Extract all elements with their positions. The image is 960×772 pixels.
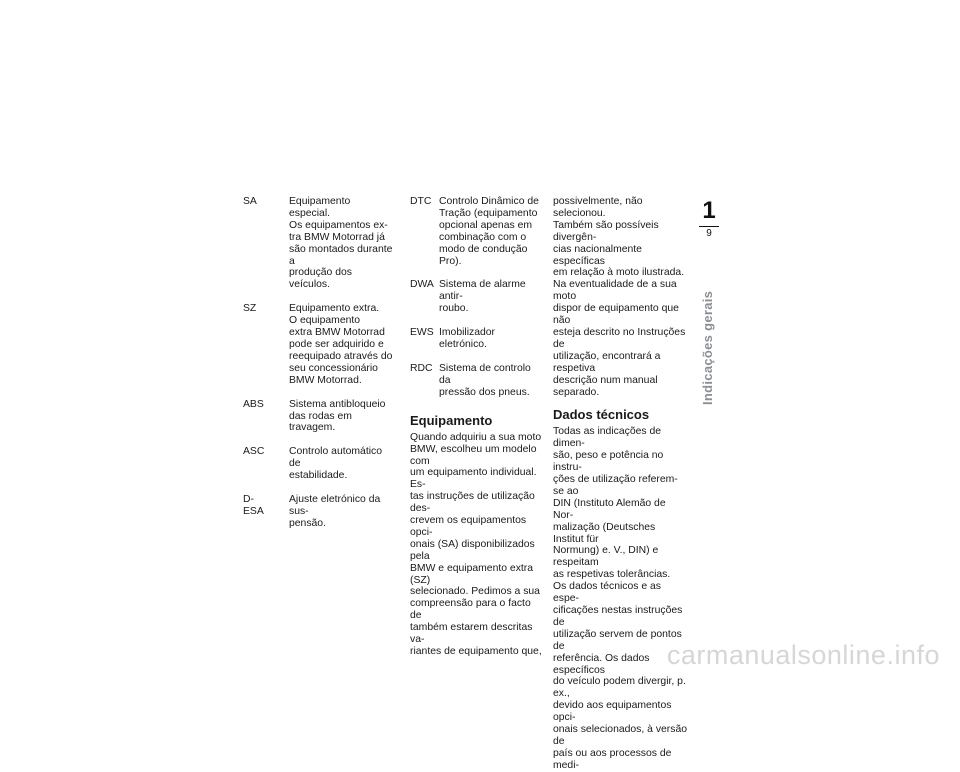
definition-line: BMW Motorrad. — [289, 374, 362, 386]
definition-line: roubo. — [439, 303, 469, 315]
definition-line: Controlo Dinâmico de — [439, 196, 539, 207]
abbreviation-definition — [439, 279, 545, 315]
text-column-right — [553, 196, 688, 772]
paragraph — [553, 196, 688, 398]
abbreviation-term: DWA — [410, 279, 434, 291]
text-line: compreensão para o facto de — [410, 598, 531, 622]
text-line: as respetivas tolerâncias. — [553, 569, 671, 581]
abbreviation-entry — [410, 196, 545, 267]
definition-line: Controlo automático de — [289, 446, 382, 470]
text-line: DIN (Instituto Alemão de Nor- — [553, 497, 666, 521]
text-line: referência. Os dados específicos — [553, 652, 650, 676]
abbreviation-entry — [243, 196, 393, 291]
text-line: malização (Deutsches Institut für — [553, 521, 656, 545]
definition-line: Imobilizador eletrónico. — [439, 327, 496, 351]
abbreviation-definition — [439, 327, 545, 351]
chapter-number: 1 — [702, 197, 716, 224]
text-line: Os dados técnicos e as espe- — [553, 581, 662, 605]
abbreviation-term: SA — [243, 196, 257, 207]
definition-line: pressão dos pneus. — [439, 386, 530, 398]
text-line: Na eventualidade de a sua moto — [553, 279, 677, 303]
text-line: BMW, escolheu um modelo com — [410, 443, 537, 467]
text-line: são, peso e potência no instru- — [553, 450, 664, 474]
text-line: Todas as indicações de dimen- — [553, 426, 662, 450]
paragraph — [410, 432, 545, 658]
definition-line: Tração (equipamento — [439, 207, 538, 219]
definition-line: pensão. — [289, 517, 326, 529]
abbreviation-entry — [243, 303, 393, 386]
definition-line: Equipamento especial. — [289, 196, 351, 219]
abbreviation-term: D- ESA — [243, 494, 264, 517]
text-line: do veículo podem divergir, p. ex., — [553, 676, 686, 700]
abbreviation-definition — [289, 303, 393, 386]
definition-line: Sistema de alarme antir- — [439, 279, 526, 303]
abbreviation-entry — [410, 327, 545, 351]
text-line: um equipamento individual. Es- — [410, 467, 537, 491]
abbreviation-term: RDC — [410, 362, 433, 374]
page-number: 9 — [706, 228, 712, 239]
text-line: riantes de equipamento que, — [410, 646, 542, 657]
abbreviation-definition — [289, 494, 393, 530]
definition-line: estabilidade. — [289, 470, 348, 482]
definition-line: opcional apenas em — [439, 219, 533, 231]
abbreviation-definition — [439, 196, 545, 267]
text-line: também estarem descritas va- — [410, 622, 533, 646]
text-line: BMW e equipamento extra (SZ) — [410, 562, 534, 586]
text-line: Normung) e. V., DIN) e respeitam — [553, 545, 659, 569]
abbreviation-entry — [243, 494, 393, 530]
section-heading-dados-tecnicos: Dados técnicos — [553, 407, 650, 423]
abbreviation-column-left — [243, 196, 393, 542]
chapter-title: Indicações gerais — [700, 290, 715, 405]
text-line: tas instruções de utilização des- — [410, 491, 535, 515]
text-column-middle — [410, 196, 545, 658]
section-heading-equipamento: Equipamento — [410, 412, 493, 428]
definition-line: Os equipamentos ex- — [289, 219, 388, 231]
definition-line: combinação com o — [439, 231, 527, 243]
abbreviation-entry — [410, 279, 545, 315]
text-line: Quando adquiriu a sua moto — [410, 431, 542, 443]
definition-line: extra BMW Motorrad — [289, 327, 385, 339]
text-line: devido aos equipamentos opci- — [553, 700, 672, 724]
definition-line: seu concessionário — [289, 362, 378, 374]
definition-line: Ajuste eletrónico da sus- — [289, 494, 381, 517]
text-line: utilização servem de pontos de — [553, 628, 682, 652]
text-line: cificações nestas instruções de — [553, 605, 683, 628]
abbreviation-entry — [243, 446, 393, 482]
text-line: selecionado. Pedimos a sua — [410, 586, 540, 598]
text-line: descrição num manual separado. — [553, 374, 658, 398]
abbreviation-definition — [289, 446, 393, 482]
text-line: país ou aos processos de medi- — [553, 747, 672, 771]
text-line: Também são possíveis divergên- — [553, 219, 659, 243]
definition-line: modo de condução Pro). — [439, 243, 528, 267]
abbreviation-term: SZ — [243, 303, 257, 315]
definition-line: reequipado através do — [289, 350, 393, 362]
abbreviation-definition — [289, 399, 393, 435]
watermark: carmanualsonline.info — [666, 640, 940, 670]
text-line: esteja descrito no Instruções de — [553, 326, 686, 350]
text-line: cias nacionalmente específicas — [553, 243, 642, 267]
text-line: ções de utilização referem-se ao — [553, 474, 678, 497]
abbreviation-entry — [243, 399, 393, 435]
text-line: utilização, encontrará a respetiva — [553, 350, 661, 374]
text-line: em relação à moto ilustrada. — [553, 267, 685, 279]
definition-line: pode ser adquirido e — [289, 338, 384, 350]
text-line: onais selecionados, à versão de — [553, 724, 688, 747]
definition-line: Equipamento extra. — [289, 303, 380, 315]
abbreviation-definition — [289, 196, 393, 291]
abbreviation-entry — [410, 363, 545, 399]
definition-line: tra BMW Motorrad já — [289, 231, 385, 243]
paragraph — [553, 426, 688, 771]
definition-line: Sistema antibloqueio — [289, 398, 386, 410]
definition-line: das rodas em travagem. — [289, 410, 352, 434]
definition-line: produção dos veículos. — [289, 267, 352, 291]
chapter-divider — [699, 226, 719, 227]
abbreviation-term: ASC — [243, 446, 265, 458]
abbreviation-term: DTC — [410, 196, 432, 207]
text-line: dispor de equipamento que não — [553, 303, 679, 327]
abbreviation-definition — [439, 363, 545, 399]
abbreviation-term: ABS — [243, 398, 264, 410]
text-line: onais (SA) disponibilizados pela — [410, 538, 535, 562]
abbreviation-term: EWS — [410, 327, 434, 339]
text-line: possivelmente, não selecionou. — [553, 196, 643, 219]
text-line: crevem os equipamentos opci- — [410, 515, 527, 538]
definition-line: O equipamento — [289, 315, 361, 327]
definition-line: Sistema de controlo da — [439, 362, 531, 386]
definition-line: são montados durante a — [289, 243, 393, 267]
